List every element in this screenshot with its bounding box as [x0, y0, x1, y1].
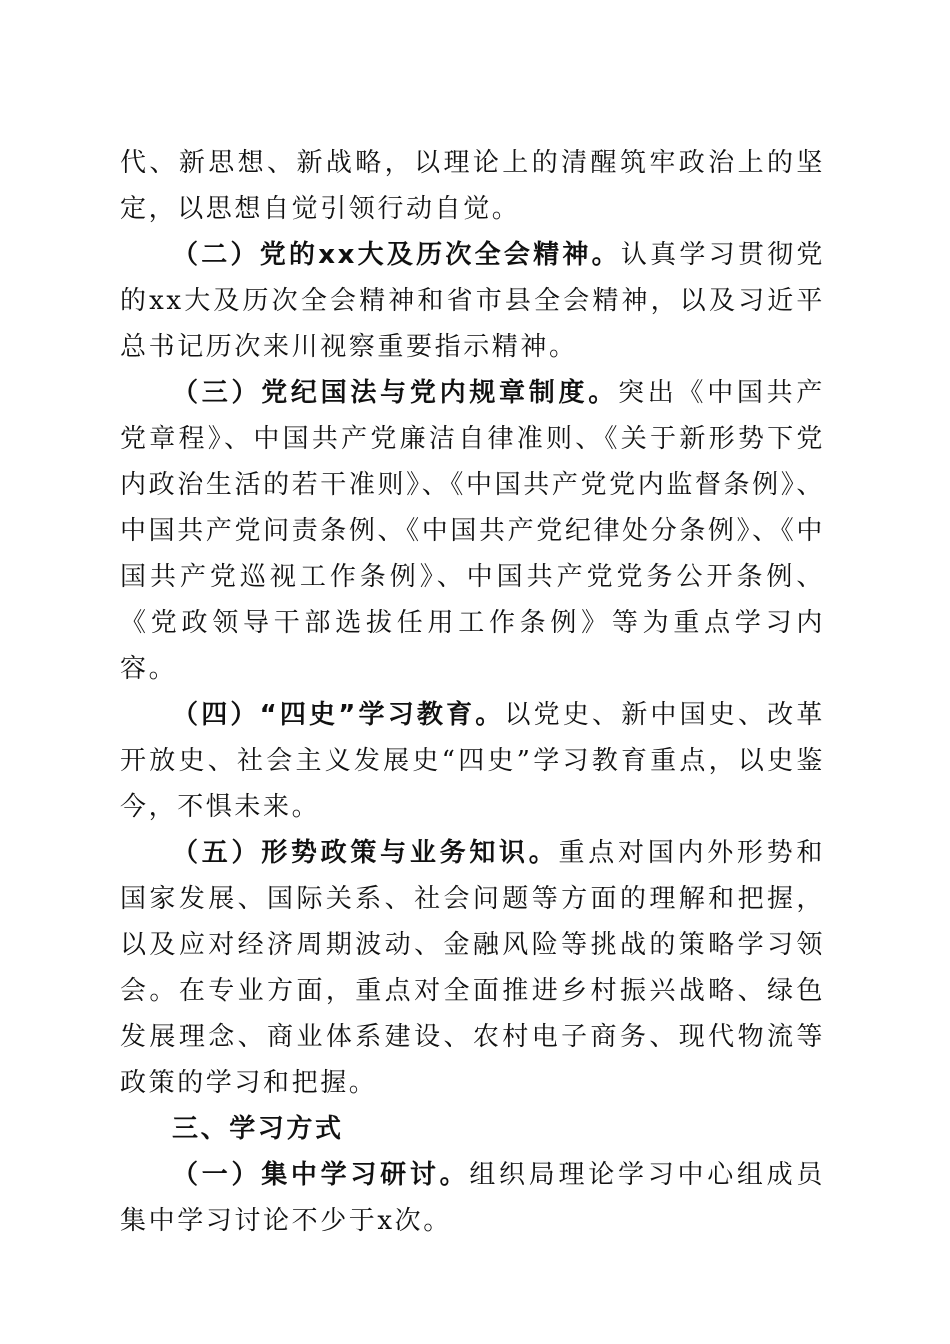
paragraph-lead: （二）党的xx大及历次全会精神。	[172, 240, 621, 270]
paragraph-body: 重点对国内外形势和国家发展、国际关系、社会问题等方面的理解和把握，以及应对经济周期波动、金融风险等挑战的策略学习领会。在专业方面，重点对全面推进乡村振兴战略、绿色发展理念、商业体系建设、农村电子商务、现代物流等政策的学习和把握。	[120, 838, 825, 1098]
paragraph-lead: （三）党纪国法与党内规章制度。	[172, 378, 618, 408]
paragraph-body: 认真学习贯彻党的xx大及历次全会精神和省市县全会精神，以及习近平总书记历次来川视察重要指示精神。	[120, 240, 825, 362]
paragraph-four-histories	[120, 692, 825, 830]
paragraph-group-study	[120, 1152, 825, 1244]
paragraph-party-congress	[120, 232, 825, 370]
paragraph-lead: （四）“四史”学习教育。	[172, 700, 505, 730]
paragraph-lead: （一）集中学习研讨。	[172, 1160, 470, 1190]
paragraph-continuation	[120, 140, 825, 232]
paragraph-body: 以党史、新中国史、改革开放史、社会主义发展史“四史”学习教育重点，以史鉴今，不惧未来。	[120, 700, 825, 822]
paragraph-lead: （五）形势政策与业务知识。	[172, 838, 559, 868]
paragraph-party-rules	[120, 370, 825, 692]
paragraph-policy-knowledge	[120, 830, 825, 1106]
section-heading: 三、学习方式	[172, 1114, 344, 1144]
paragraph-body: 突出《中国共产党章程》、中国共产党廉洁自律准则、《关于新形势下党内政治生活的若干准则》、《中国共产党党内监督条例》、中国共产党问责条例、《中国共产党纪律处分条例》、《中国共产党巡视工作条例》、中国共产党党务公开条例、《党政领导干部选拔任用工作条例》等为重点学习内容。	[120, 378, 825, 684]
paragraph-body: 组织局理论学习中心组成员集中学习讨论不少于x次。	[120, 1160, 825, 1236]
document-page	[120, 140, 825, 1244]
paragraph-body: 代、新思想、新战略，以理论上的清醒筑牢政治上的坚定，以思想自觉引领行动自觉。	[120, 148, 825, 224]
